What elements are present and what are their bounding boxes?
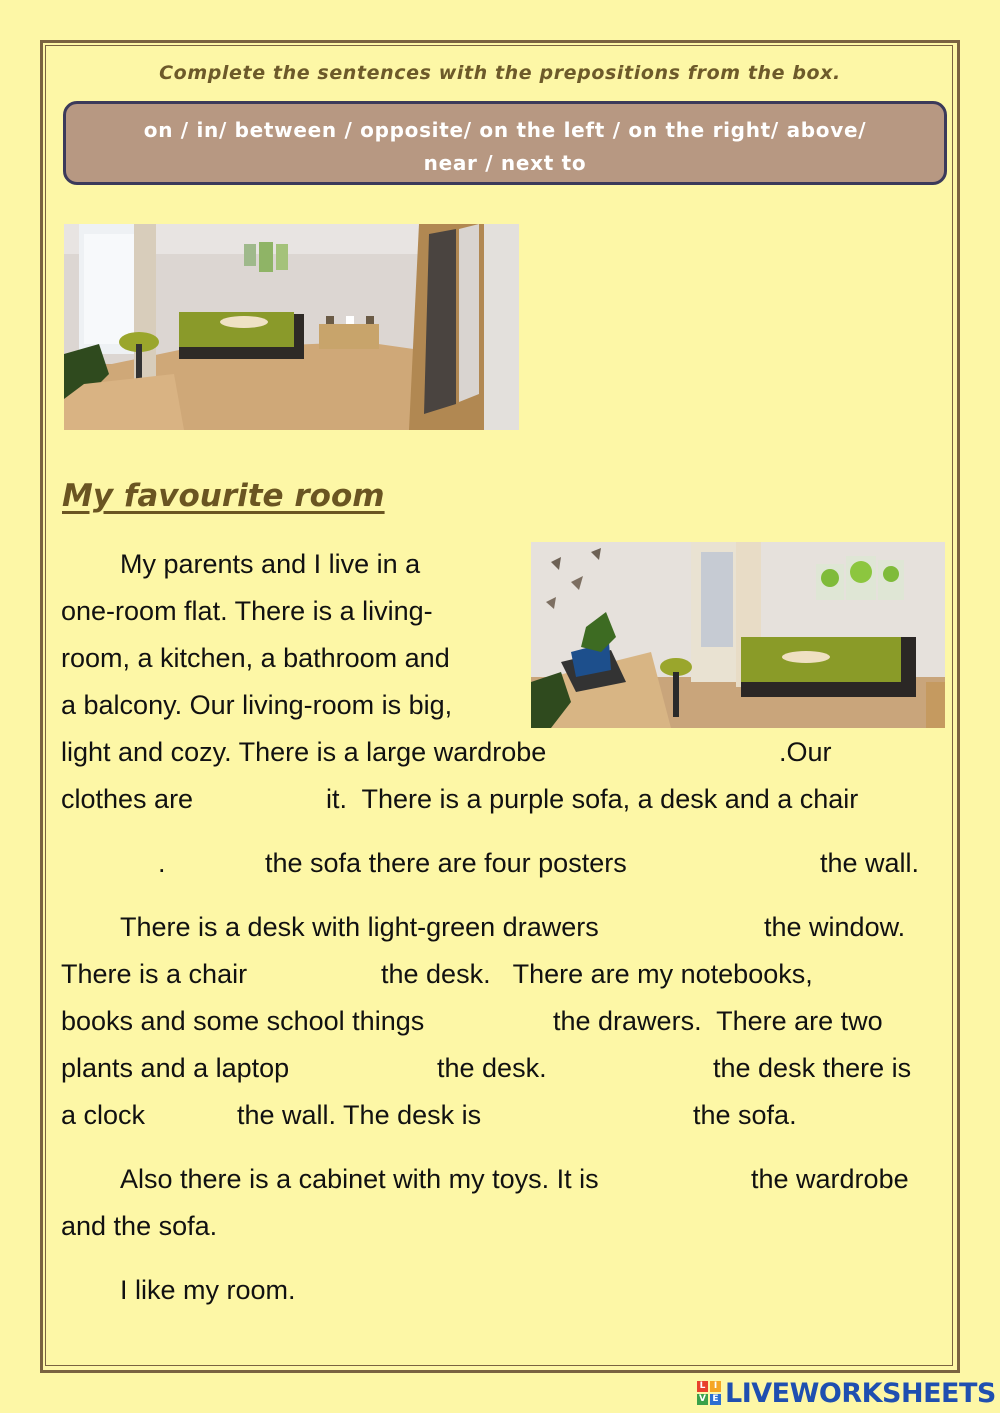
text-line-10b: the drawers. There are two: [553, 1006, 883, 1036]
text-line-11c: the desk there is: [713, 1053, 912, 1083]
logo-letter-e: E: [710, 1394, 721, 1405]
logo-letter-i: I: [710, 1381, 721, 1392]
word-box-line-1: on / in/ between / opposite/ on the left / on the right/ above/: [143, 118, 867, 142]
text-line-7b: the sofa there are four posters: [265, 848, 627, 878]
bedroom-photo: [64, 224, 519, 430]
text-line-4: a balcony. Our living-room is big,: [61, 690, 453, 720]
text-line-2: one-room flat. There is a living-: [61, 596, 433, 626]
text-line-15: I like my room.: [120, 1275, 296, 1305]
text-line-12a: a clock: [61, 1100, 146, 1130]
text-line-7a: .: [158, 848, 166, 878]
text-line-3: room, a kitchen, a bathroom and: [61, 643, 450, 673]
liveworksheets-logo[interactable]: [697, 1376, 996, 1410]
text-line-11b: the desk.: [437, 1053, 547, 1083]
text-line-8b: the window.: [764, 912, 906, 942]
text-line-13b: the wardrobe: [751, 1164, 909, 1194]
bedroom-desk-photo: [531, 542, 945, 728]
logo-letter-l: L: [697, 1381, 708, 1392]
text-line-12b: the wall. The desk is: [237, 1100, 482, 1130]
text-line-1: My parents and I live in a: [120, 549, 421, 579]
text-line-6b: it. There is a purple sofa, a desk and a chair: [326, 784, 859, 814]
logo-letter-v: V: [697, 1394, 708, 1405]
text-line-14: and the sofa.: [61, 1211, 218, 1241]
text-line-5b: .Our: [779, 737, 832, 767]
text-line-7c: the wall.: [820, 848, 920, 878]
text-line-8a: There is a desk with light-green drawers: [120, 912, 599, 942]
preposition-word-box: [63, 101, 947, 185]
text-line-13a: Also there is a cabinet with my toys. It is: [120, 1164, 599, 1194]
section-heading: My favourite room: [62, 478, 385, 514]
instruction-text: Complete the sentences with the prepositions from the box.: [159, 62, 841, 84]
text-line-10a: books and some school things: [61, 1006, 425, 1036]
text-line-6a: clothes are: [61, 784, 194, 814]
text-line-9a: There is a chair: [61, 959, 248, 989]
text-line-5a: light and cozy. There is a large wardrobe: [61, 737, 547, 767]
text-line-12c: the sofa.: [693, 1100, 797, 1130]
text-line-9b: the desk. There are my notebooks,: [381, 959, 813, 989]
logo-text: LIVEWORKSHEETS: [725, 1377, 996, 1409]
logo-grid-icon: [697, 1381, 721, 1405]
text-line-11a: plants and a laptop: [61, 1053, 290, 1083]
word-box-line-2: near / next to: [423, 151, 587, 175]
